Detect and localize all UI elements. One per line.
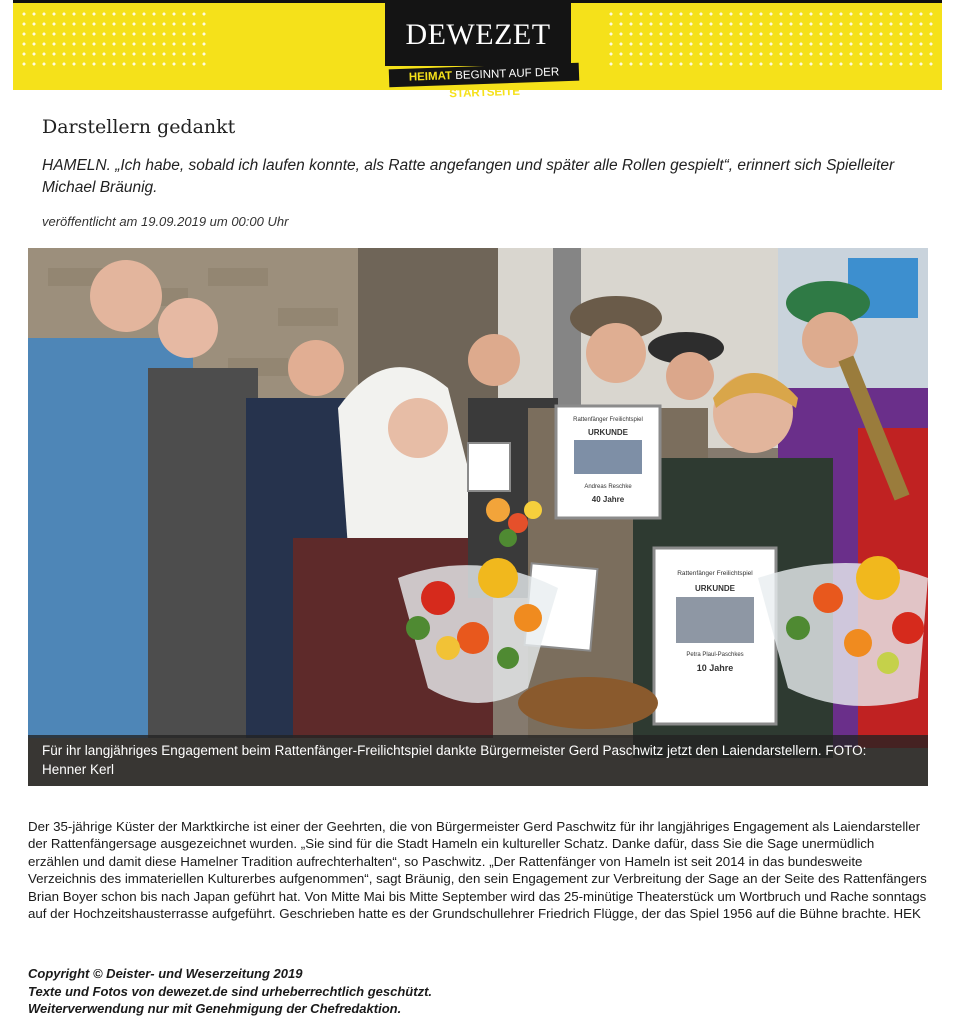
article-photo [28,248,928,786]
copyright-notice [28,965,432,1018]
cert1-label: URKUNDE [588,428,628,437]
logo-brand: DEWEZET [405,18,551,51]
article-body: Der 35-jährige Küster der Marktkirche ist einer der Geehrten, die von Bürgermeister Gerd Paschwitz für ihr langjähriges Engagement als Laiendarsteller der Rattenfängersage ausgezeichnet wurden. „Sie sind für die Stadt Hameln ein kultureller Schatz. Danke dafür, dass Sie die Sage unermüdlich erzählen und damit diese Hamelner Tradition aufrechterhalten“, so Paschwitz. „Der Rattenfänger von Hameln ist seit 2014 in das bundesweite Verzeichnis des immateriellen Kulturerbes aufgenommen“, sagt Bräunig, den sein Engagement zur Verbreitung der Sage an der Seite des Rattenfängers Brian Boyer schon bis nach Japan geführt hat. Von Mitte Mai bis Mitte September wird das 25-minütige Theaterstück um Wortbruch und Rache sonntags auf der Hochzeitshausterrasse aufgeführt. Geschrieben hatte es der Grundschullehrer Friedrich Flügge, der das Spiel 1956 auf die Bühne brachte. HEK [28,819,927,922]
header-dot-pattern-right [606,9,936,69]
cert1-name: Andreas Reschke [584,484,632,490]
article-lead: HAMELN. „Ich habe, sobald ich laufen konnte, als Ratte angefangen und später alle Rollen gespielt“, erinnert sich Spielleiter Michael Bräunig. [42,157,895,196]
tagline-suffix: STARTSEITE [449,85,521,101]
certificate-2 [654,548,776,724]
dewezet-logo[interactable] [385,0,571,66]
photo-illustration [28,248,928,786]
header-tagline [389,63,580,101]
photo-caption: Für ihr langjähriges Engagement beim Rattenfänger-Freilichtspiel dankte Bürgermeister Gerd Paschwitz jetzt den Laiendarstellern. FOTO: Henner Kerl [28,735,928,786]
article-title: Darstellern gedankt [42,116,236,138]
cert2-years: 10 Jahre [696,663,734,673]
copyright-line-2: Texte und Fotos von dewezet.de sind urheberrechtlich geschützt. [28,983,433,999]
cert1-years: 40 Jahre [591,495,625,504]
publish-date: veröffentlicht am 19.09.2019 um 00:00 Uhr [42,214,289,229]
tagline-prefix: HEIMAT [408,70,453,84]
cert1-header: Rattenfänger Freilichtspiel [573,417,643,423]
copyright-line-1: Copyright © Deister- und Weserzeitung 2019 [28,966,303,981]
cert2-label: URKUNDE [695,584,735,593]
cert2-name: Petra Plaul-Paschkes [686,652,744,658]
copyright-line-3: Weiterverwendung nur mit Genehmigung der Chefredaktion. [28,1001,402,1016]
certificate-1 [556,406,660,518]
header-dot-pattern-left [19,9,209,69]
cert2-header: Rattenfänger Freilichtspiel [677,570,753,577]
tagline-middle: BEGINNT AUF DER [451,66,560,83]
site-header [13,0,942,101]
